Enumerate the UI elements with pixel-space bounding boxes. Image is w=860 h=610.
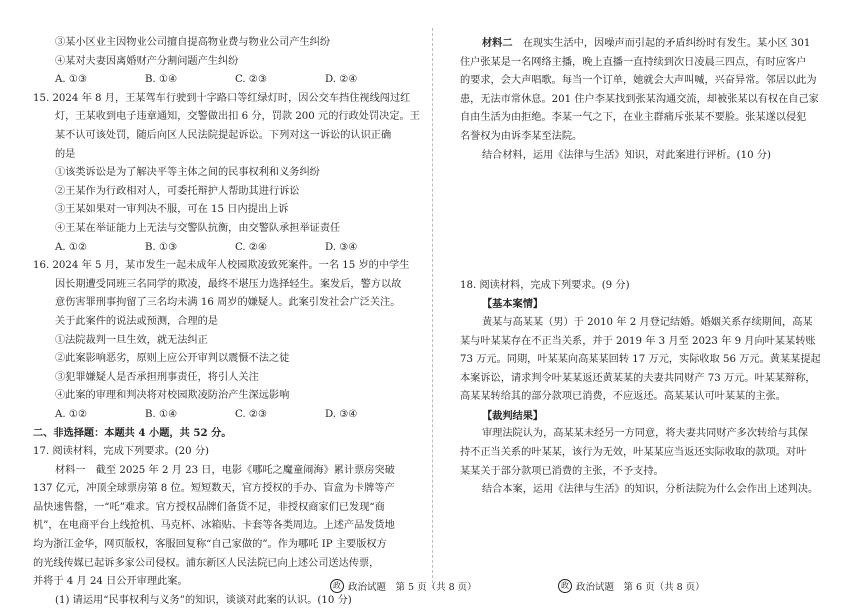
material-2-line: 住户张某是一名网络主播，晚上直播一直持续到次日凌晨三四点，有时应客户 [460,56,807,68]
page-number: 政治试题 第 5 页（共 8 页） [348,582,477,593]
material-2-line: 自由生活为由拒绝。李某一气之下，在业主群痛斥张某不要脸。张某遂以侵犯 [460,112,807,124]
q14-choice-d: D. ②④ [325,74,358,86]
q16-option-2: ②此案影响恶劣，原则上应公开审判以震慑不法之徒 [55,353,290,365]
basic-case-line: 黄某与高某某（男）于 2010 年 2 月登记结婚。婚姻关系存续期间，高某 [482,316,813,328]
q14-choices [33,71,426,90]
q16-option-3: ③犯罪嫌疑人是否承担刑事责任，将引人关注 [55,371,259,383]
material-2-line: 材料二 在现实生活中，因噪声而引起的矛盾纠纷时有发生。某小区 301 [482,37,811,49]
q16-choice-d: D. ③④ [325,408,358,420]
basic-case-line: 高某某转给其的部分款项已消费，不应返还。高某某认可叶某某的主张。 [460,391,786,403]
subject-seal-icon: 政 [330,579,344,593]
q16-stem-line: 关于此案件的说法或预测，合理的是 [55,315,218,327]
verdict-heading: 【裁判结果】 [482,409,544,422]
verdict-line: 审理法院认为，高某某未经另一方同意，将夫妻共同财产多次转给与其保 [482,428,808,440]
material-2-line: 名誉权为由诉李某至法院。 [460,130,583,142]
right-page [460,34,843,500]
q17-material-line: 137 亿元，冲顶全球票房第 8 位。短短数天，官方授权的手办、盲盒为卡牌等产 [33,483,395,495]
q15-option-4: ④王某在举证能力上无法与交警队抗衡，由交警队承担举证责任 [55,222,341,234]
q14-choice-b: B. ①④ [145,74,178,86]
q15-option-1: ①该类诉讼是为了解决平等主体之间的民事权利和义务纠纷 [55,167,320,179]
q17-material-line: 的光线传媒已起诉多家公司侵权。浦东新区人民法院已向上述公司送达传票， [33,557,380,569]
q16-option-4: ④此案的审理和判决将对校园欺凌防治产生深远影响 [55,390,290,402]
q16-choice-a: A. ①② [55,408,88,420]
q15-choice-c: C. ②④ [235,241,268,253]
q17-material-line: 品快速售罄，一“吒”难求。官方授权品牌们备货不足，非授权商家们已发现“商 [33,501,385,513]
q14-choice-a: A. ①③ [55,74,88,86]
q15-stem-line: 灯，王某收到电子违章通知，交警做出扣 6 分，罚款 200 元的行政处罚决定。王 [55,111,420,123]
q17-subquestion-1: (1) 请运用“民事权利与义务”的知识，谈谈对此案的认识。(10 分) [55,594,352,606]
q15-stem-line: 15. 2024 年 8 月，王某驾车行驶到十字路口等红绿灯时，因公交车挡住视线闯过红 [33,92,411,104]
verdict-line: 某某关于部分款项已消费的主张，不予支持。 [460,465,664,477]
q14-option-3: ③某小区业主因物业公司擅自提高物业费与物业公司产生纠纷 [55,37,331,48]
basic-case-line: 73 万元。同期，叶某某向高某某回转 17 万元，实际收取 56 万元。黄某某提起 [460,354,821,366]
right-footer [558,579,705,593]
q16-choices [33,406,426,425]
q17-material-line: 并将于 4 月 24 日公开审理此案。 [33,576,188,588]
material-2-line: 患，无法市常休息。201 住户李某找到张某沟通交流，却被张某以有权在自己家 [460,93,819,105]
basic-case-line: 某与叶某某存在不正当关系，并于 2019 年 3 月至 2023 年 9 月向叶某某转账 [460,335,816,347]
q16-stem-line: 意伤害罪刑事拘留了三名均未满 16 周岁的嫌疑人。此案引发社会广泛关注。 [55,297,401,309]
basic-case-line: 本案诉讼，请求判令叶某某返还黄某某的夫妻共同财产 73 万元。叶某某辩称， [460,372,816,384]
q17-material-line: 机”，在电商平台上线抢机、马克杯、冰箱贴、卡套等各类周边。上述产品发货地 [33,520,395,532]
q16-stem-line: 16. 2024 年 5 月，某市发生一起未成年人校园欺凌致死案件。一名 15 岁的中学生 [33,260,410,272]
material-2-label: 材料二 [482,37,513,49]
q14-choice-c: C. ②③ [235,74,268,86]
q18-title: 18. 阅读材料，完成下列要求。(9 分) [460,279,630,291]
q17-material-line: 材料一 截至 2025 年 2 月 23 日，电影《哪吒之魔童闹海》累计票房突破 [55,464,395,476]
q15-option-2: ②王某作为行政相对人，可委托辩护人帮助其进行诉讼 [55,185,300,197]
q17-title: 17. 阅读材料，完成下列要求。(20 分) [33,446,210,458]
q17-material-line: 均为浙江金华，网页版权，客服回复称“自己家做的”。作为哪吒 IP 主要版权方 [33,539,387,551]
q18-task: 结合本案，运用《法律与生活》的知识，分析法院为什么会作出上述判决。 [482,484,819,496]
page-number: 政治试题 第 6 页（共 8 页） [576,582,705,593]
verdict-line: 持不正当关系的叶某某，该行为无效，叶某某应当返还实际收取的款项。对叶 [460,447,807,459]
left-footer [330,579,477,593]
q16-stem-line: 因长期遭受同班三名同学的欺凌，最终不堪压力选择轻生。案发后，警方以故 [55,278,402,290]
q15-choice-d: D. ③④ [325,241,358,253]
q14-option-4: ④某对夫妻因离婚财产分割问题产生纠纷 [55,55,239,67]
q15-choices [33,239,426,258]
page-divider [432,28,433,588]
q15-stem-line: 某不认可该处罚，随后向区人民法院提起诉讼。下列对这一诉讼的认识正确 [55,129,392,141]
subject-seal-icon: 政 [558,579,572,593]
q15-choice-a: A. ①② [55,241,88,253]
left-page [33,34,426,610]
q16-choice-c: C. ②③ [235,408,268,420]
basic-case-heading: 【基本案情】 [482,298,544,311]
q15-choice-b: B. ①③ [145,241,178,253]
section-title: 二、非选择题：本题共 4 小题，共 52 分。 [33,427,232,440]
q17-subquestion-2: 结合材料，运用《法律与生活》知识，对此案进行评析。(10 分) [482,149,772,161]
q15-option-3: ③王某如果对一审判决不服，可在 15 日内提出上诉 [55,204,289,216]
q16-choice-b: B. ①④ [145,408,178,420]
material-2-line: 的要求，会大声唱歌。每当一个订单，她就会大声叫喊，兴奋异常。邻居以此为 [460,75,817,87]
q16-option-1: ①法院裁判一旦生效，就无法纠正 [55,334,208,346]
q15-stem-line: 的是 [55,148,76,160]
